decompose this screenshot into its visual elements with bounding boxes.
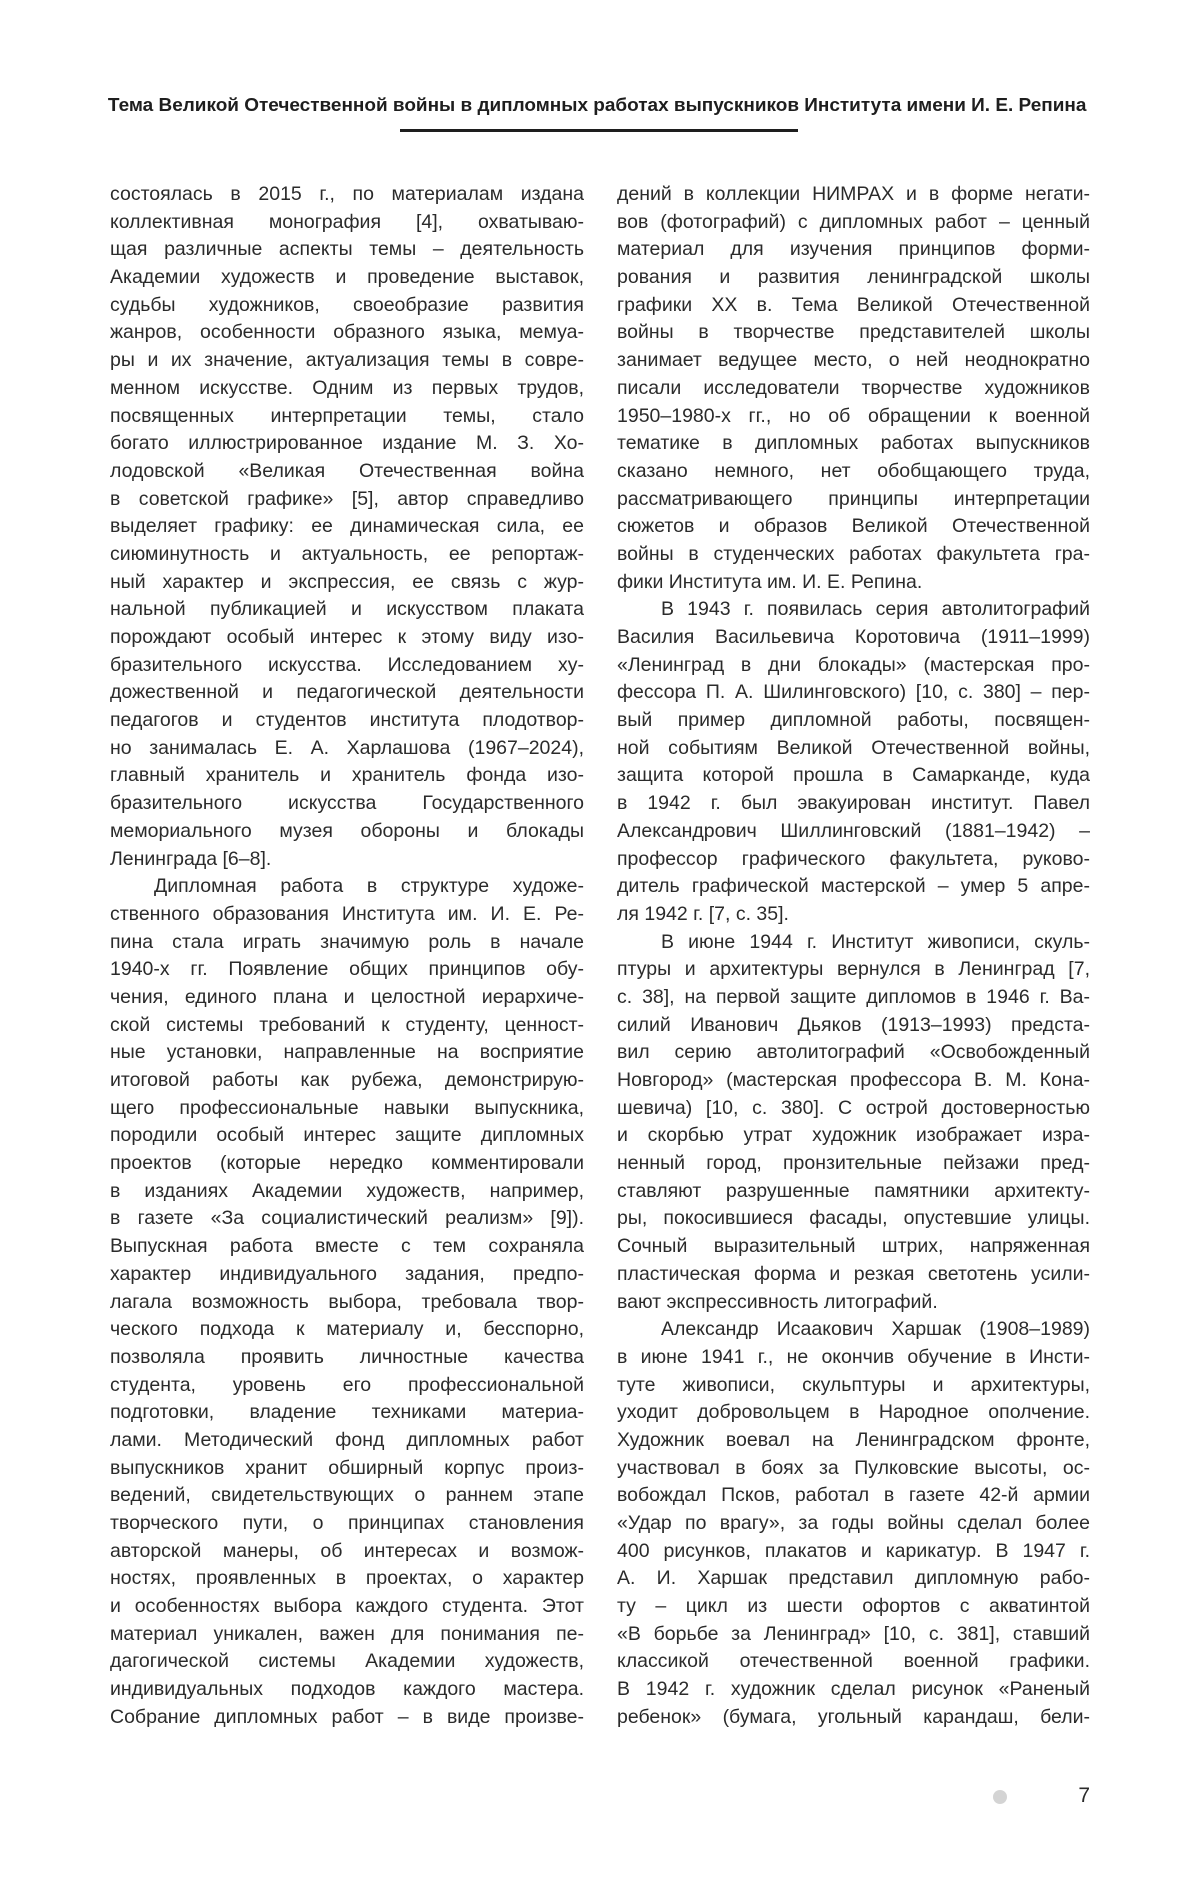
text-line: защита которой прошла в Самарканде, куда <box>617 764 1090 787</box>
text-line: «Ленинград в дни блокады» (мастерская про- <box>617 653 1090 676</box>
text-line: вов (фотографий) с дипломных работ – ценный <box>617 210 1090 233</box>
text-line: фессора П. А. Шилинговского) [10, с. 380] – пер- <box>617 681 1090 704</box>
text-line: щего профессиональные навыки выпускника, <box>110 1096 584 1119</box>
text-line: ческого подхода к материалу и, бесспорно, <box>110 1318 584 1341</box>
text-line: с. 38], на первой защите дипломов в 1946 г. Ва- <box>617 985 1090 1008</box>
text-line: писали исследователи творчестве художников <box>617 376 1090 399</box>
text-line: индивидуальных подходов каждого мастера. <box>110 1678 584 1701</box>
text-line: вил серию автолитографий «Освобожденный <box>617 1041 1090 1064</box>
text-line: ту – цикл из шести офортов с акватинтой <box>617 1595 1090 1618</box>
text-line: войны в творчестве представителей школы <box>617 321 1090 344</box>
text-line: В июне 1944 г. Институт живописи, скуль- <box>661 930 1090 953</box>
text-line: графики XX в. Тема Великой Отечественной <box>617 293 1090 316</box>
text-line: чения, единого плана и целостной иерархиче- <box>110 985 584 1008</box>
text-line: ребенок» (бумага, угольный карандаш, бели- <box>617 1705 1090 1728</box>
text-line: и скорбью утрат художник изображает изра- <box>617 1124 1090 1147</box>
text-line: мемориального музея обороны и блокады <box>110 819 584 842</box>
text-line: менном искусстве. Одним из первых трудов, <box>110 376 584 399</box>
text-line: выделяет графику: ее динамическая сила, ее <box>110 515 584 538</box>
text-line: характер индивидуального задания, предпо- <box>110 1262 584 1285</box>
text-line: лодовской «Великая Отечественная война <box>110 459 584 482</box>
text-line: Академии художеств и проведение выставок, <box>110 266 584 289</box>
text-line: шевича) [10, с. 380]. С острой достоверностью <box>617 1096 1090 1119</box>
text-line: проектов (которые нередко комментировали <box>110 1152 584 1175</box>
text-line: выпускников хранит обширный корпус произ- <box>110 1456 584 1479</box>
text-line: сюжетов и образов Великой Отечественной <box>617 515 1090 538</box>
text-line: сказано немного, нет обобщающего труда, <box>617 459 1090 482</box>
page-marker-dot <box>993 1790 1007 1804</box>
text-line: главный хранитель и хранитель фонда изо- <box>110 764 584 787</box>
text-line: материал уникален, важен для понимания пе- <box>110 1622 584 1645</box>
text-line: пина стала играть значимую роль в начале <box>110 930 584 953</box>
text-line: участвовал в боях за Пулковские высоты, ос- <box>617 1456 1090 1479</box>
text-line: рассматривающего принципы интерпретации <box>617 487 1090 510</box>
text-line: тематике в дипломных работах выпускников <box>617 432 1090 455</box>
text-line: Сочный выразительный штрих, напряженная <box>617 1235 1090 1258</box>
text-line: состоялась в 2015 г., по материалам издана <box>110 183 584 205</box>
text-line: творческого пути, о принципах становления <box>110 1512 584 1534</box>
text-line: 1940-х гг. Появление общих принципов обу- <box>110 958 584 981</box>
text-line: лами. Методический фонд дипломных работ <box>110 1428 584 1451</box>
text-line: ведений, свидетельствующих о раннем этапе <box>110 1484 584 1507</box>
text-line: и особенностях выбора каждого студента. Этот <box>110 1595 584 1618</box>
text-line: вобождал Псков, работал в газете 42-й армии <box>617 1484 1090 1507</box>
text-line: 1950–1980-х гг., но об обращении к военной <box>617 404 1090 427</box>
text-line: рования и развития ленинградской школы <box>617 266 1090 289</box>
text-line: жанров, особенности образного языка, мемуа- <box>110 321 584 344</box>
text-line: Собрание дипломных работ – в виде произве- <box>110 1705 584 1728</box>
text-line: позволяла проявить личностные качества <box>110 1345 584 1368</box>
text-line: в советской графике» [5], автор справедливо <box>110 487 584 510</box>
text-line: подготовки, владение техниками материа- <box>110 1401 584 1424</box>
text-line: щая различные аспекты темы – деятельность <box>110 238 584 261</box>
text-line: в газете «За социалистический реализм» [9]). <box>110 1207 584 1230</box>
text-line: ственного образования Института им. И. Е. Ре- <box>110 902 584 925</box>
text-column-left <box>110 181 584 1732</box>
text-line: породили особый интерес защите дипломных <box>110 1124 584 1147</box>
text-line: Выпускная работа вместе с тем сохраняла <box>110 1235 584 1258</box>
text-line: бразительного искусства Государственного <box>110 792 584 815</box>
text-line: в июне 1941 г., не окончив обучение в Инсти- <box>617 1345 1090 1368</box>
text-line: сиюминутность и актуальность, ее репортаж- <box>110 542 584 565</box>
text-line: Василия Васильевича Коротовича (1911–1999) <box>617 626 1090 648</box>
text-line: педагогов и студентов института плодотвор- <box>110 709 584 732</box>
text-line: ры, покосившиеся фасады, опустевшие улицы. <box>617 1207 1090 1230</box>
text-line: ный характер и экспрессия, ее связь с жур- <box>110 570 584 593</box>
text-line: в 1942 г. был эвакуирован институт. Павел <box>617 792 1090 815</box>
text-column-right <box>617 181 1090 1732</box>
text-line: ставляют разрушенные памятники архитекту- <box>617 1179 1090 1202</box>
text-line: лагала возможность выбора, требовала твор- <box>110 1290 584 1313</box>
text-line: дожественной и педагогической деятельности <box>110 681 584 704</box>
running-header-title: Тема Великой Отечественной войны в дипломных работах выпускников Института имени И. Е. Репина <box>107 95 1087 115</box>
text-line: богато иллюстрированное издание М. З. Хо- <box>110 432 584 455</box>
text-line: уходит добровольцем в Народное ополчение. <box>617 1401 1090 1424</box>
text-line: но занималась Е. А. Харлашова (1967–2024), <box>110 736 584 759</box>
text-line: профессор графического факультета, руково- <box>617 847 1090 870</box>
text-line: в изданиях Академии художеств, например, <box>110 1179 584 1202</box>
text-line: ные установки, направленные на восприятие <box>110 1041 584 1064</box>
text-line: посвященных интерпретации темы, стало <box>110 404 584 427</box>
text-line: ской системы требований к студенту, ценност- <box>110 1013 584 1036</box>
page-number: 7 <box>1078 1784 1090 1807</box>
text-line: вый пример дипломной работы, посвящен- <box>617 709 1090 732</box>
text-line: бразительного искусства. Исследованием ху- <box>110 653 584 676</box>
text-line: занимает ведущее место, о ней неоднократно <box>617 349 1090 372</box>
text-line: войны в студенческих работах факультета гра- <box>617 542 1090 565</box>
text-line: пластическая форма и резкая светотень усили- <box>617 1262 1090 1285</box>
text-line: итоговой работы как рубежа, демонстрирую- <box>110 1069 584 1091</box>
text-line: ля 1942 г. [7, с. 35]. <box>617 902 789 925</box>
text-line: Александрович Шиллинговский (1881–1942) – <box>617 819 1090 842</box>
text-line: «Удар по врагу», за годы войны сделал более <box>617 1512 1090 1534</box>
text-line: «В борьбе за Ленинград» [10, с. 381], ставший <box>617 1622 1090 1645</box>
text-line: фики Института им. И. Е. Репина. <box>617 570 923 593</box>
text-line: Дипломная работа в структуре художе- <box>154 875 584 898</box>
text-line: ненный город, пронзительные пейзажи пред- <box>617 1152 1090 1175</box>
text-line: дагогической системы Академии художеств, <box>110 1650 584 1673</box>
text-line: туте живописи, скульптуры и архитектуры, <box>617 1373 1090 1396</box>
text-line: В 1943 г. появилась серия автолитографий <box>661 598 1090 621</box>
text-line: птуры и архитектуры вернулся в Ленинград [7, <box>617 958 1090 981</box>
text-line: дитель графической мастерской – умер 5 апре- <box>617 875 1090 898</box>
text-line: классикой отечественной военной графики. <box>617 1650 1090 1673</box>
text-line: В 1942 г. художник сделал рисунок «Раненый <box>617 1678 1090 1701</box>
text-line: судьбы художников, своеобразие развития <box>110 293 584 316</box>
text-line: Александр Исаакович Харшак (1908–1989) <box>661 1318 1090 1341</box>
text-line: Художник воевал на Ленинградском фронте, <box>617 1428 1090 1451</box>
text-line: ностях, проявленных в проектах, о характер <box>110 1567 584 1590</box>
text-line: 400 рисунков, плакатов и карикатур. В 1947 г. <box>617 1539 1090 1562</box>
text-line: ры и их значение, актуализация темы в совре- <box>110 349 584 372</box>
text-line: вают экспрессивность литографий. <box>617 1290 938 1313</box>
text-line: силий Иванович Дьяков (1913–1993) предста- <box>617 1013 1090 1036</box>
text-line: материал для изучения принципов форми- <box>617 238 1090 261</box>
text-line: А. И. Харшак представил дипломную рабо- <box>617 1567 1090 1590</box>
text-line: Ленинграда [6–8]. <box>110 847 272 870</box>
header-rule <box>400 129 798 132</box>
text-line: Новгород» (мастерская профессора В. М. Кона- <box>617 1069 1090 1091</box>
text-line: авторской манеры, об интересах и возмож- <box>110 1539 584 1562</box>
text-line: студента, уровень его профессиональной <box>110 1373 584 1396</box>
text-line: ной событиям Великой Отечественной войны, <box>617 736 1090 759</box>
text-line: дений в коллекции НИМРАХ и в форме негати- <box>617 183 1090 205</box>
text-line: коллективная монография [4], охватываю- <box>110 210 584 233</box>
text-line: порождают особый интерес к этому виду изо- <box>110 626 584 648</box>
running-header <box>108 92 1086 118</box>
text-line: нальной публикацией и искусством плаката <box>110 598 584 621</box>
